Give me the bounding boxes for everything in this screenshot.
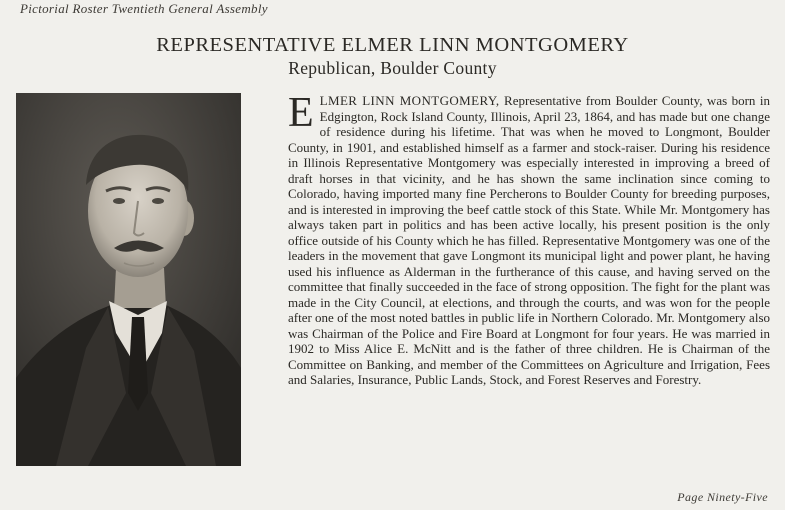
bio-name: LMER LINN MONTGOMERY, bbox=[319, 93, 500, 108]
page-number: Page Ninety-Five bbox=[677, 490, 768, 504]
bio-body: Representative from Boulder County, was born in Edgington, Rock Island County, Illinois, April 23, 1864, and has made but one change of residence during his lifetime. That was when he moved to Longmont, Boulder County, in 1901, and established himself as a farmer and stock-raiser. During his residence in Illinois Representative Montgomery was especially interested in improving a breed of draft horses in that vicinity, and he has shown the same inclination since coming to Colorado, having imported many fine Percherons to Boulder County for breeding purposes, and is interested in improving the beef cattle stock of this State. While Mr. Montgomery has always taken part in politics and has been active locally, his present position is the only office outside of his County which he has filled. Representative Montgomery was one of the leaders in the movement that gave Longmont its municipal light and power plant, he having used his influence as Alderman in the furtherance of this cause, and having served on the committee that finally succeeded in the face of strong opposition. The fight for the plant was made in the City Council, at elections, and through the courts, and was won for the people after one of the most noted battles in public life in Northern Colorado. Mr. Montgomery also was Chairman of the Police and Fire Board at Longmont for four years. He was married in 1902 to Miss Alice E. McNitt and is the father of three children. He is Chairman of the Committee on Banking, and member of the Committees on Agriculture and Irrigation, Fees and Salaries, Insurance, Public Lands, Stock, and Forest Reserves and Forestry. bbox=[288, 93, 770, 387]
page-title: REPRESENTATIVE ELMER LINN MONTGOMERY bbox=[156, 34, 629, 56]
biography-text bbox=[288, 90, 770, 388]
page-subtitle: Republican, Boulder County bbox=[288, 58, 497, 78]
drop-cap: E bbox=[288, 90, 314, 136]
running-head: Pictorial Roster Twentieth General Assembly bbox=[20, 1, 268, 16]
portrait-photo bbox=[16, 93, 241, 466]
